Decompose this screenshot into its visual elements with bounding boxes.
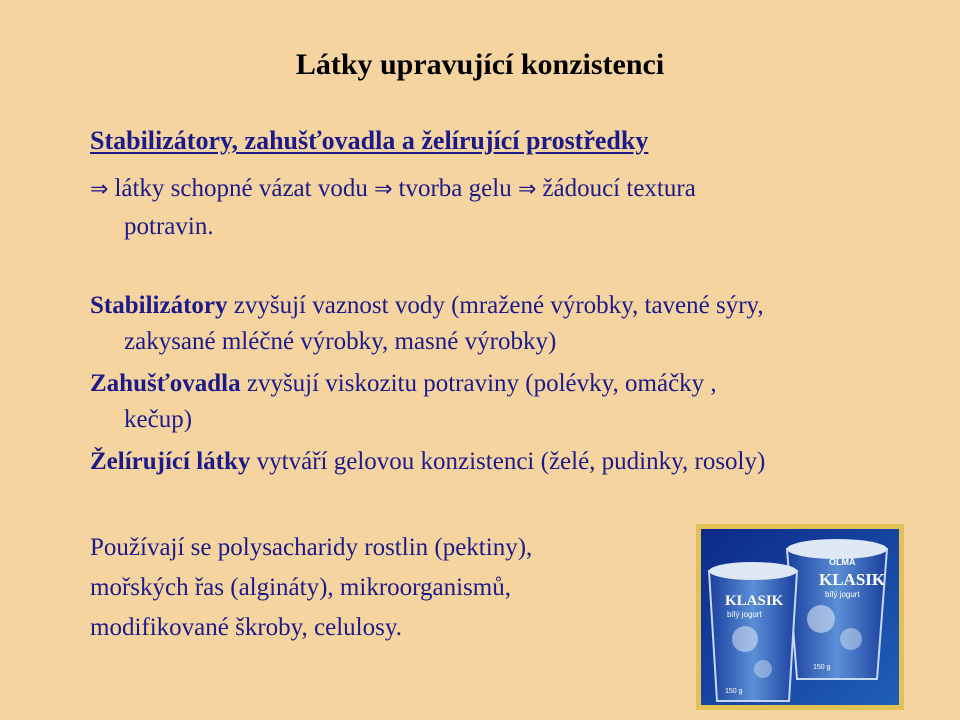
arrow-chain (90, 170, 890, 245)
brand-label: OLMA (829, 557, 856, 567)
implies-arrow-icon: ⇒ (374, 177, 393, 202)
product-label: KLASIK (819, 570, 886, 589)
section-heading: Stabilizátory, zahušťovadla a želírující prostředky (90, 126, 649, 155)
term-gelling-agents: Želírující látky (90, 448, 251, 475)
weight-label-back: 150 g (813, 664, 831, 671)
bottom-line: modifikované škroby, celulosy. (90, 614, 402, 641)
weight-label: 150 g (725, 688, 743, 695)
yogurt-photo (696, 524, 904, 710)
paragraph-text: vytváří gelovou konzistenci (želé, pudinky, rosoly) (250, 448, 766, 475)
paragraph-continuation: kečup) (124, 406, 193, 433)
paragraph-stabilizers (90, 288, 910, 360)
chain-part-3: žádoucí textura (542, 175, 696, 202)
product-label-front: KLASIK (725, 593, 784, 609)
implies-arrow-icon: ⇒ (90, 177, 109, 202)
chain-part-1: látky schopné vázat vodu (114, 175, 368, 202)
product-subtitle-front: bílý jogurt (727, 610, 762, 619)
chain-part-2: tvorba gelu (398, 175, 512, 202)
yogurt-cups-image (701, 529, 899, 705)
paragraph-continuation: zakysané mléčné výrobky, masné výrobky) (124, 328, 557, 355)
paragraph-gelling (90, 444, 910, 480)
bottom-line: Používají se polysacharidy rostlin (pektiny), (90, 534, 533, 561)
slide-title: Látky upravující konzistenci (295, 48, 665, 81)
polysaccharides-text (90, 528, 650, 648)
term-stabilizers: Stabilizátory (90, 292, 228, 319)
paragraph-text: zvyšují viskozitu potraviny (polévky, omáčky , (240, 370, 717, 397)
paragraph-text: zvyšují vaznost vody (mražené výrobky, tavené sýry, (227, 292, 764, 319)
product-subtitle: bílý jogurt (825, 590, 860, 599)
implies-arrow-icon: ⇒ (517, 177, 537, 202)
bottom-line: mořských řas (algináty), mikroorganismů, (90, 574, 511, 601)
chain-continuation: potravin. (124, 213, 214, 240)
paragraph-thickeners (90, 366, 910, 438)
term-thickeners: Zahušťovadla (90, 370, 241, 397)
